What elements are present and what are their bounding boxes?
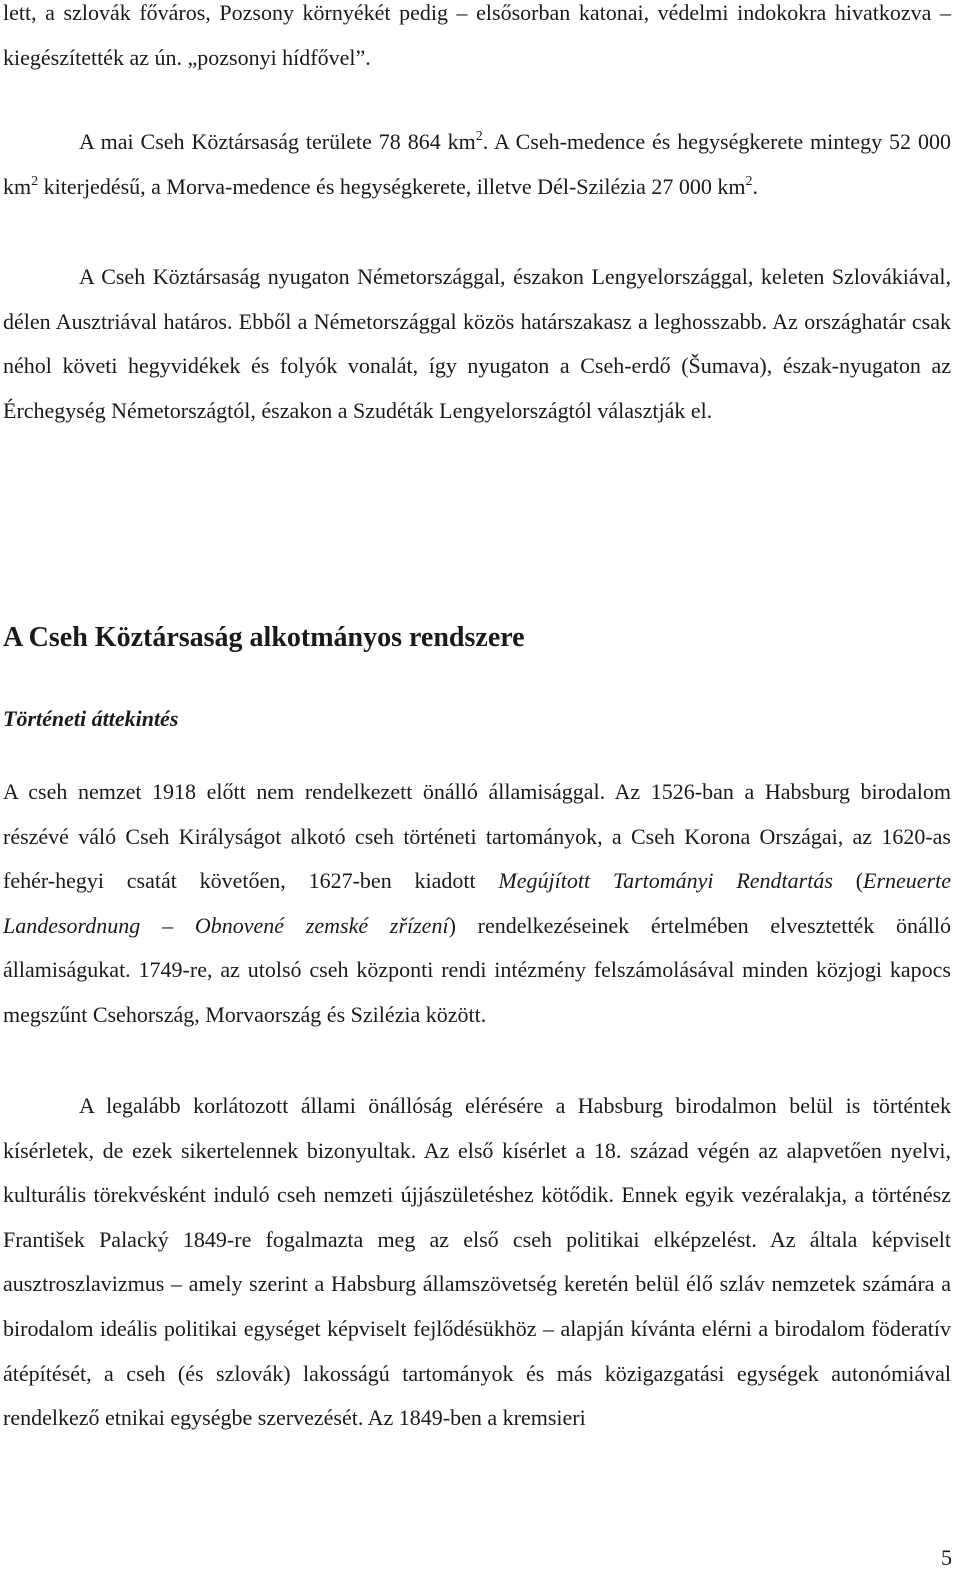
section-subheading: Történeti áttekintés: [3, 706, 179, 731]
paragraph-autonomy-attempts: [3, 1084, 951, 1441]
paragraph-text: A Cseh Köztársaság nyugaton Németországgal, északon Lengyelországgal, keleten Szlovákiával, délen Ausztriával határos. Ebből a Németországgal közös határszakasz a leghosszabb. Az országhatár csak néhol követi hegyvidékek és folyók vonalát, így nyugaton a Cseh-erdő (Šumava), észak-nyugaton az Érchegység Németországtól, északon a Szudéták Lengyelországtól választják el.: [3, 264, 951, 423]
text-run: (: [832, 868, 864, 894]
superscript: 2: [475, 129, 483, 144]
superscript: 2: [31, 173, 39, 189]
text-run: A cseh nemzet 1918 előtt nem rendelkezett önálló államisággal. Az 1526-ban a Habsburg birodalom részévé váló Cseh Királyságot alkotó cseh történeti tartományok, a Cseh Korona Országai, az 1620-as fehér-hegyi csatát követően, 1627-ben kiadott: [3, 779, 951, 894]
italic-title-translation: Erneuerte Landesordnung – Obnovené zemské zřízení: [3, 868, 952, 938]
italic-title: Megújított Tartományi Rendtartás: [498, 868, 833, 894]
paragraph-intro-continuation: [3, 0, 951, 80]
paragraph-area: [3, 120, 951, 209]
text-run: A mai Cseh Köztársaság területe 78 864 km: [79, 129, 476, 154]
text-run: ) rendelkezéseinek értelmében elvesztették önálló államiságukat. 1749-re, az utolsó cseh központi rendi intézmény felszámolásával minden közjogi kapocs megszűnt Csehország, Morvaország és Szilézia között.: [3, 912, 951, 1027]
superscript: 2: [745, 173, 753, 189]
paragraph-borders: [3, 255, 951, 433]
paragraph-text: A legalább korlátozott állami önállóság elérésére a Habsburg birodalmon belül is történtek kísérletek, de ezek sikertelennek bizonyultak. Az első kísérlet a 18. század végén az alapvetően nyelvi, kulturális törekvésként induló cseh nemzeti újjászületéshez kötődik. Ennek egyik vezéralakja, a történész František Palacký 1849-re fogalmazta meg az első cseh politikai elképzelést. Az általa képviselt ausztroszlavizmus – amely szerint a Habsburg államszövetség keretén belül élő szláv nemzetek számára a birodalom ideális politikai egységet képviselt fejlődésükhöz – alapján kívánta elérni a birodalom föderatív átépítését, a cseh (és szlovák) lakosságú tartományok és más közigazgatási egységek autonómiával rendelkező etnikai egységbe szervezését. Az 1849-ben a kremsieri: [3, 1093, 951, 1431]
text-run: .: [752, 173, 759, 199]
paragraph-text: lett, a szlovák főváros, Pozsony környékét pedig – elsősorban katonai, védelmi indokokra hivatkozva – kiegészítették az ún. „pozsonyi hídfővel”.: [3, 0, 951, 70]
text-run: . A Cseh-medence és hegységkerete mintegy 52 000 km: [3, 129, 951, 199]
paragraph-history: [3, 770, 951, 1038]
page-number: 5: [941, 1545, 952, 1570]
text-run: kiterjedésű, a Morva-medence és hegységkerete, illetve Dél-Szilézia 27 000 km: [38, 173, 746, 199]
section-heading: A Cseh Köztársaság alkotmányos rendszere: [3, 622, 525, 653]
